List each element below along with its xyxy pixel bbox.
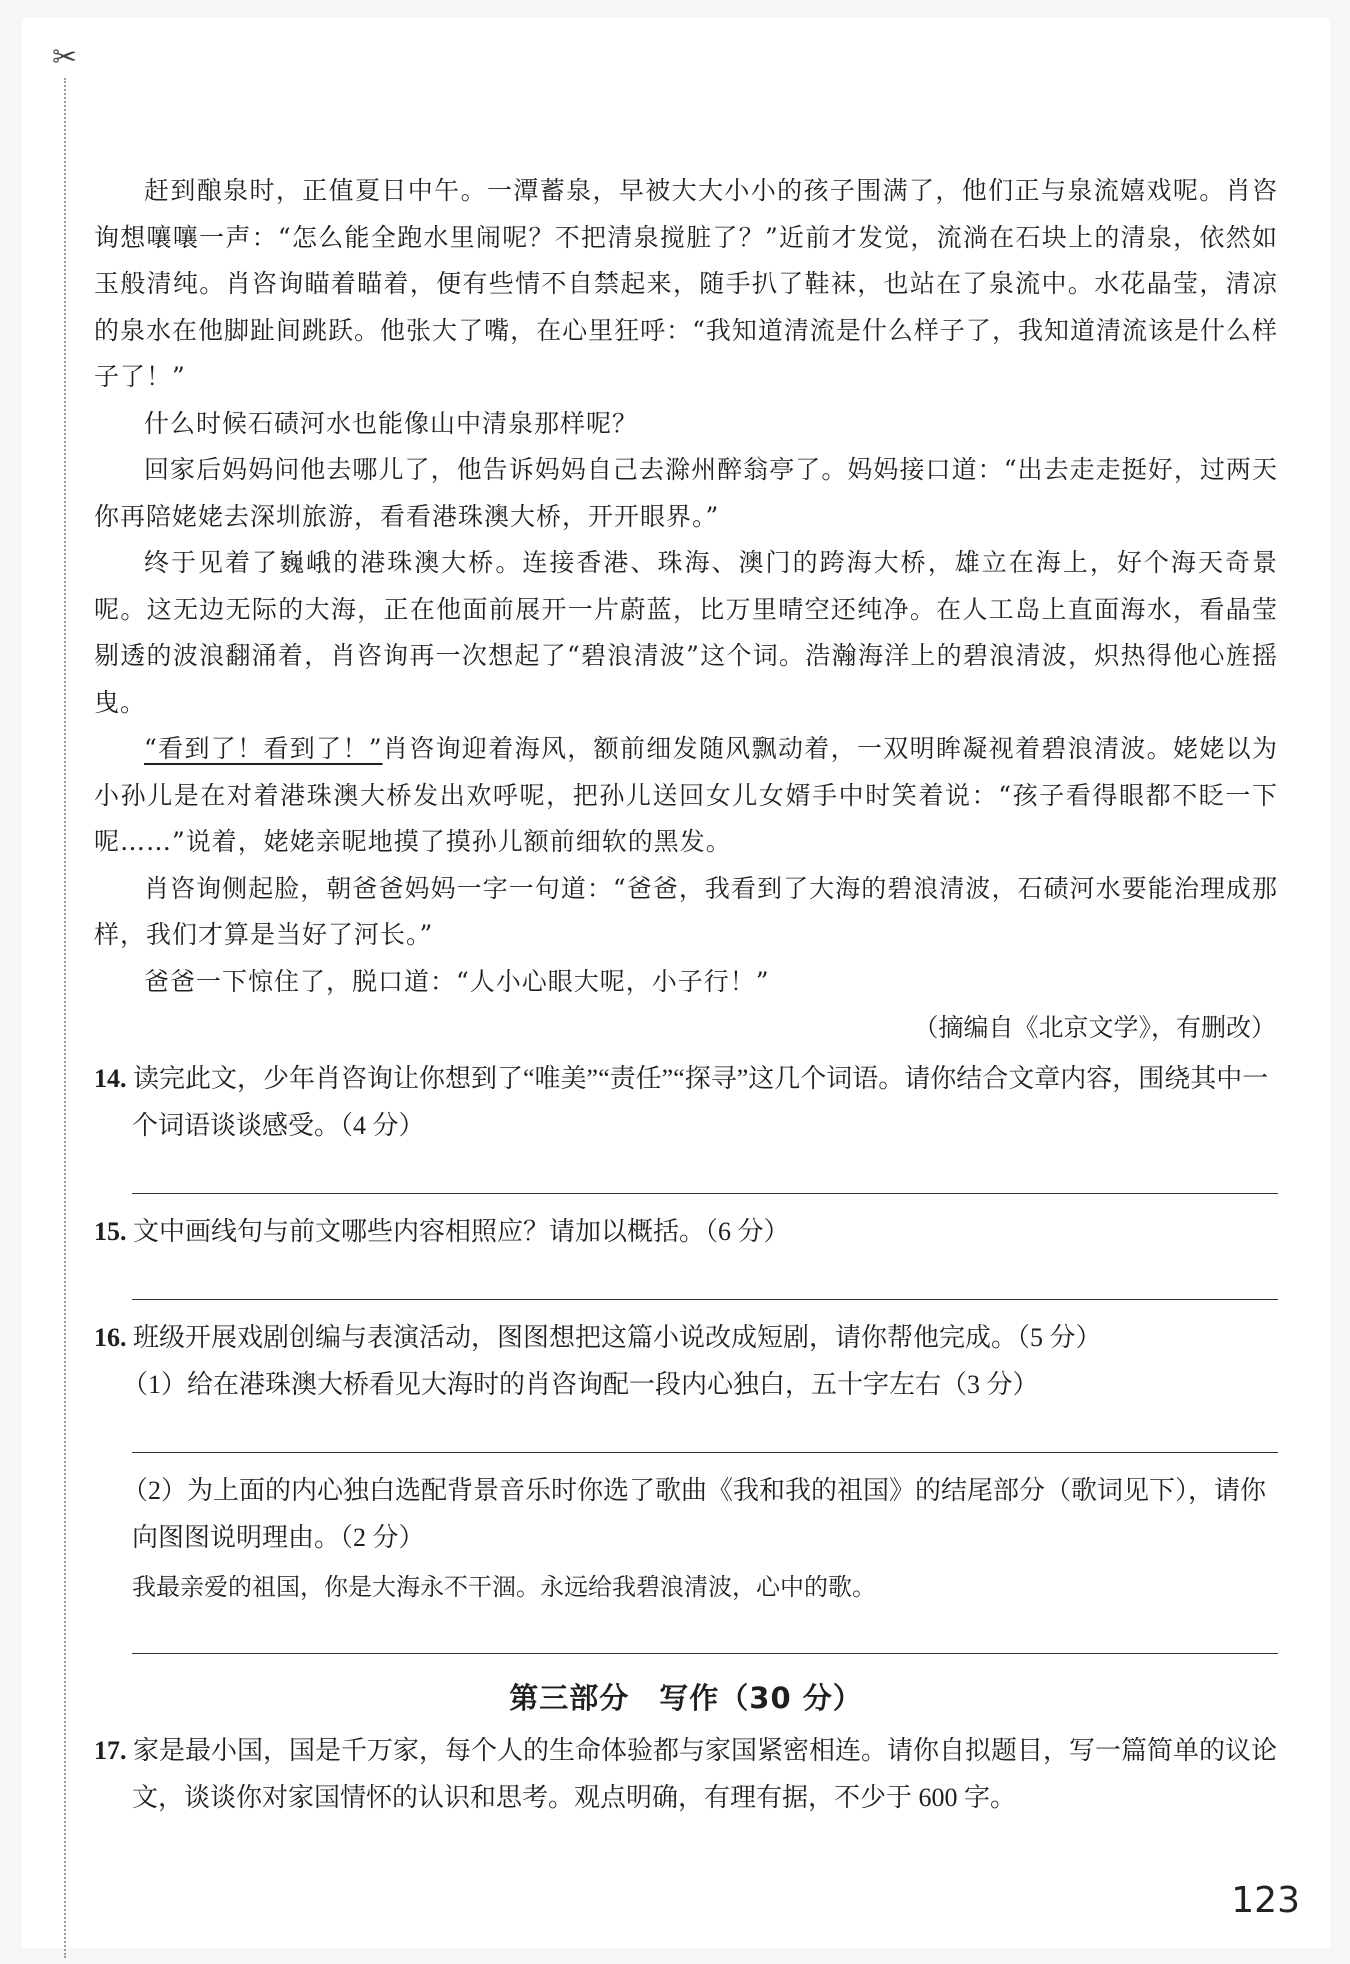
page-sheet bbox=[22, 18, 1330, 1948]
answer-line-16-2[interactable] bbox=[132, 1627, 1278, 1654]
question-text: 读完此文，少年肖咨询让你想到了“唯美”“责任”“探寻”这几个词语。请你结合文章内容，围绕其中一个词语谈谈感受。（4 分） bbox=[132, 1064, 1269, 1140]
answer-line-15[interactable] bbox=[132, 1273, 1278, 1300]
question-text: 班级开展戏剧创编与表演活动，图图想把这篇小说改成短剧，请你帮他完成。（5 分） bbox=[133, 1323, 1102, 1352]
passage-source: （摘编自《北京文学》，有删改） bbox=[913, 1013, 1276, 1042]
sub-question-text: （1）给在港珠澳大桥看见大海时的肖咨询配一段内心独白，五十字左右（3 分） bbox=[122, 1370, 1039, 1399]
cut-line bbox=[64, 78, 66, 1958]
question-16-part-1 bbox=[94, 1361, 1278, 1408]
passage-paragraph-1: 赶到酿泉时，正值夏日中午。一潭蓄泉，早被大大小小的孩子围满了，他们正与泉流嬉戏呢。肖咨询想嚷嚷一声：“怎么能全跑水里闹呢？不把清泉搅脏了？”近前才发觉，流淌在石块上的清泉，依然如玉般清纯。肖咨询瞄着瞄着，便有些情不自禁起来，随手扒了鞋袜，也站在了泉流中。水花晶莹，清凉的泉水在他脚趾间跳跃。他张大了嘴，在心里狂呼：“我知道清流是什么样子了，我知道清流该是什么样子了！” bbox=[94, 176, 1278, 391]
passage-paragraph-5 bbox=[94, 726, 1278, 866]
question-text: 文中画线句与前文哪些内容相照应？请加以概括。（6 分） bbox=[133, 1217, 790, 1246]
answer-line-14[interactable] bbox=[132, 1167, 1278, 1194]
paragraph-5-text: 肖咨询迎着海风，额前细发随风飘动着，一双明眸凝视着碧浪清波。姥姥以为小孙儿是在对着港珠澳大桥发出欢呼呢，把孙儿送回女儿女婿手中时笑着说：“孩子看得眼都不眨一下呢……”说着，姥姥亲昵地摸了摸孙儿额前细软的黑发。 bbox=[94, 734, 1279, 856]
passage-paragraph-4: 终于见着了巍峨的港珠澳大桥。连接香港、珠海、澳门的跨海大桥，雄立在海上，好个海天奇景呢。这无边无际的大海，正在他面前展开一片蔚蓝，比万里晴空还纯净。在人工岛上直面海水，看晶莹剔透的波浪翻涌着，肖咨询再一次想起了“碧浪清波”这个词。浩瀚海洋上的碧浪清波，炽热得他心旌摇曳。 bbox=[94, 548, 1278, 717]
answer-line-16-1[interactable] bbox=[132, 1426, 1278, 1453]
passage-paragraph-2: 什么时候石碛河水也能像山中清泉那样呢？ bbox=[144, 408, 639, 438]
question-number: 16. bbox=[94, 1323, 127, 1352]
question-number: 14. bbox=[94, 1064, 127, 1093]
page-content bbox=[94, 168, 1278, 1821]
underlined-sentence: “看到了！看到了！” bbox=[144, 734, 383, 763]
question-14 bbox=[94, 1055, 1278, 1149]
question-number: 17. bbox=[94, 1736, 127, 1765]
passage-paragraph-6: 肖咨询侧起脸，朝爸爸妈妈一字一句道：“爸爸，我看到了大海的碧浪清波，石碛河水要能治理成那样，我们才算是当好了河长。” bbox=[94, 873, 1278, 949]
passage-paragraph-7: 爸爸一下惊住了，脱口道：“人小心眼大呢，小子行！” bbox=[144, 966, 770, 996]
question-text: 家是最小国，国是千万家，每个人的生命体验都与家国紧密相连。请你自拟题目，写一篇简单的议论文，谈谈你对家国情怀的认识和思考。观点明确，有理有据，不少于 600 字。 bbox=[132, 1736, 1278, 1812]
question-16 bbox=[94, 1314, 1278, 1361]
question-17 bbox=[94, 1727, 1278, 1821]
question-number: 15. bbox=[94, 1217, 127, 1246]
scissors-icon: ✂ bbox=[52, 40, 78, 75]
question-16-part-2 bbox=[94, 1467, 1278, 1561]
page-number: 123 bbox=[1231, 1880, 1300, 1921]
passage-paragraph-3: 回家后妈妈问他去哪儿了，他告诉妈妈自己去滁州醉翁亭了。妈妈接口道：“出去走走挺好，过两天你再陪姥姥去深圳旅游，看看港珠澳大桥，开开眼界。” bbox=[94, 455, 1278, 531]
song-lyrics: 我最亲爱的祖国，你是大海永不干涸。永远给我碧浪清波，心中的歌。 bbox=[132, 1573, 876, 1601]
section-title: 第三部分 写作（30 分） bbox=[509, 1681, 863, 1715]
sub-question-text: （2）为上面的内心独白选配背景音乐时你选了歌曲《我和我的祖国》的结尾部分（歌词见下），请你向图图说明理由。（2 分） bbox=[122, 1476, 1267, 1552]
question-15 bbox=[94, 1208, 1278, 1255]
